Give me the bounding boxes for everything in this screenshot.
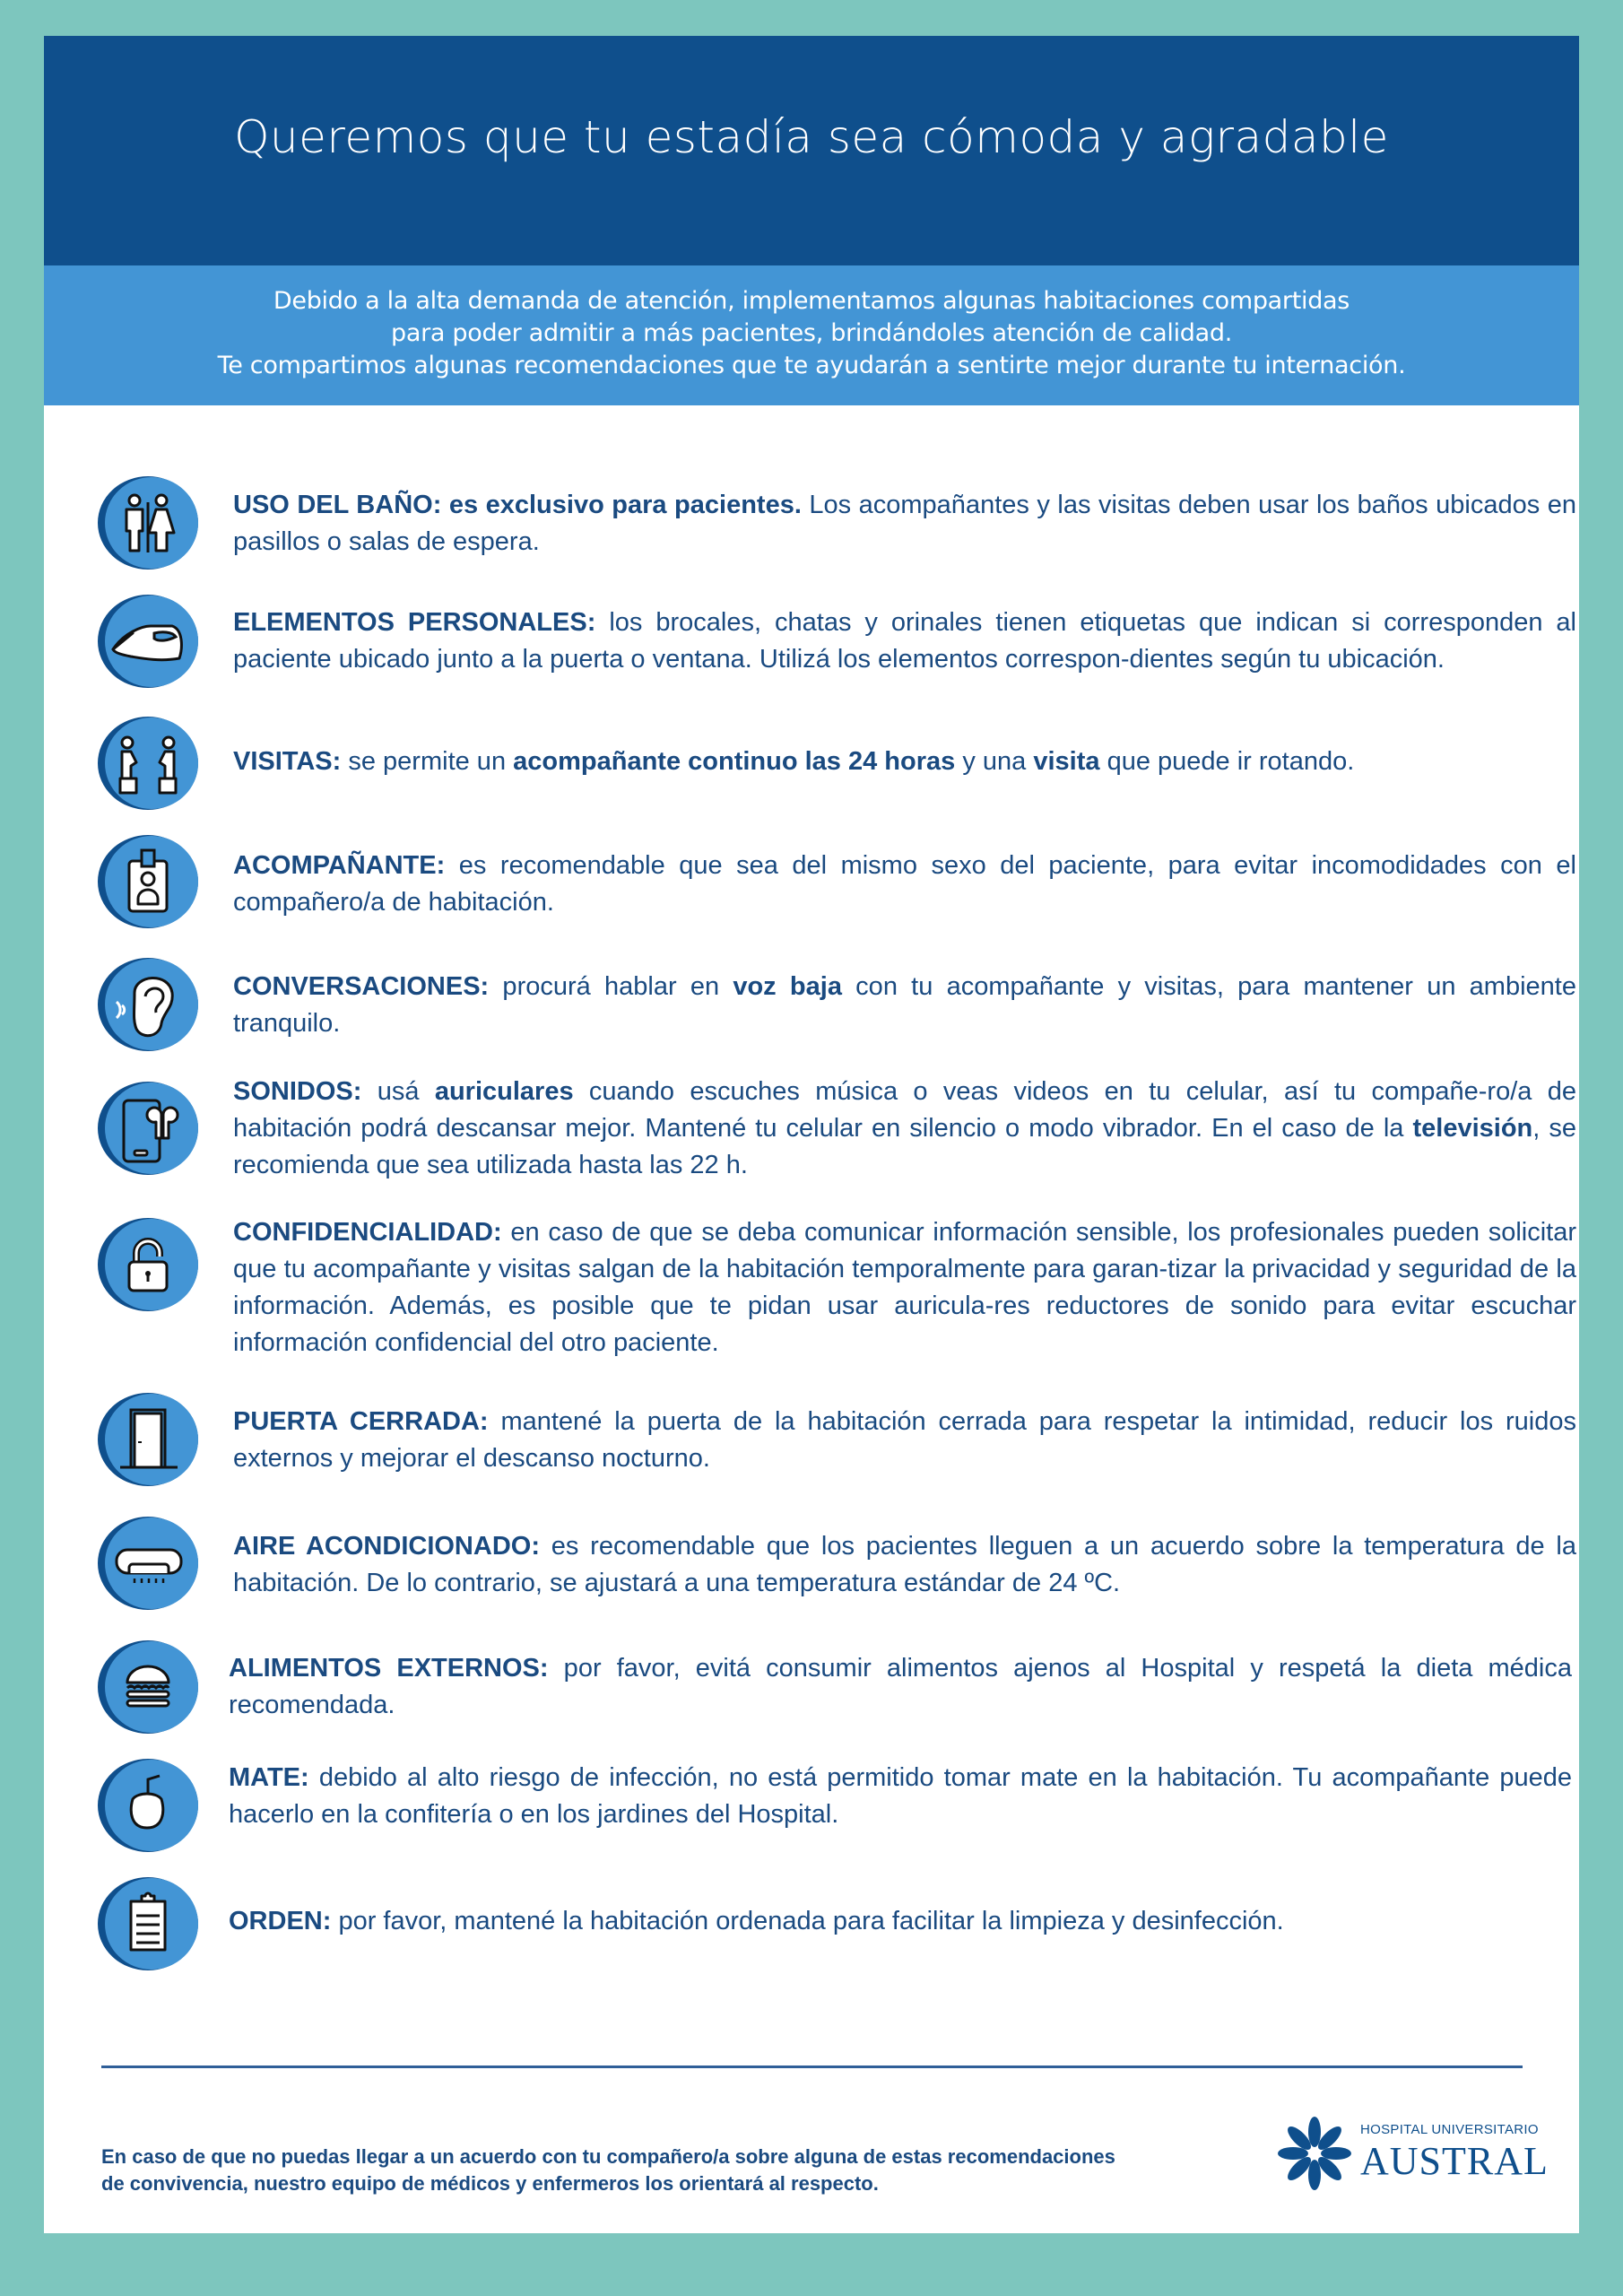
recommendation-text <box>229 1650 1572 1724</box>
emphasis-text: acompañante continuo las 24 horas <box>513 747 956 776</box>
mate-gourd-icon <box>97 1758 199 1853</box>
recommendation-label: PUERTA CERRADA: <box>233 1407 489 1436</box>
intro-line: Debido a la alta demanda de atención, implementamos algunas habitaciones compartidas <box>273 287 1350 315</box>
recommendation-label: MATE: <box>229 1763 309 1792</box>
emphasis-text: televisión <box>1412 1114 1533 1143</box>
recommendation-label: USO DEL BAÑO: <box>233 491 442 519</box>
ear-icon <box>97 957 199 1052</box>
phone-earbuds-icon <box>97 1081 199 1176</box>
restroom-icon <box>97 475 199 570</box>
body-text: usá <box>361 1077 435 1106</box>
recommendation-text <box>233 1074 1576 1184</box>
footer-note-line: En caso de que no puedas llegar a un acuerdo con tu compañero/a sobre alguna de estas recomendaciones <box>101 2145 1115 2168</box>
flower-logo-icon <box>1274 2113 1355 2194</box>
logo-name: AUSTRAL <box>1360 2139 1549 2183</box>
body-text: es recomendable que sea del mismo sexo del paciente, para evitar incomodidades con el compañero/a de habitación. <box>233 851 1576 917</box>
footer-note-line: de convivencia, nuestro equipo de médicos y enfermeros los orientará al respecto. <box>101 2172 879 2195</box>
padlock-icon <box>97 1217 199 1312</box>
body-text: debido al alto riesgo de infección, no está permitido tomar mate en la habitación. Tu acompañante puede hacerlo en la confitería o en los jardines del Hospital. <box>229 1763 1572 1829</box>
hospital-logo <box>1274 2109 1549 2199</box>
recommendation-text <box>233 1404 1576 1477</box>
intro-line: para poder admitir a más pacientes, brindándoles atención de calidad. <box>391 319 1232 347</box>
recommendation-text <box>233 1528 1576 1602</box>
recommendation-text <box>233 1214 1576 1361</box>
logo-subtitle: HOSPITAL UNIVERSITARIO <box>1360 2122 1539 2137</box>
header-banner <box>44 36 1579 265</box>
body-text: que puede ir rotando. <box>1099 747 1355 776</box>
body-text: en caso de que se deba comunicar información sensible, los profesionales pueden solicitar que tu acompañante y visitas salgan de la habitación temporalmente para garan-tizar la privacidad y seguridad de la información. Además, es posible que te pidan usar auricula-res reductores de sonido para evitar escuchar información confidencial del otro paciente. <box>233 1218 1576 1357</box>
recommendation-label: ALIMENTOS EXTERNOS: <box>229 1654 549 1683</box>
footer-divider <box>101 2066 1523 2068</box>
urinal-icon <box>97 594 199 689</box>
body-text: por favor, evitá consumir alimentos ajenos al Hospital y respetá la dieta médica recomendada. <box>229 1654 1572 1719</box>
body-text: se permite un <box>341 747 514 776</box>
recommendation-label: CONFIDENCIALIDAD: <box>233 1218 502 1247</box>
id-badge-icon <box>97 834 199 929</box>
body-text: los brocales, chatas y orinales tienen etiquetas que indican si corresponden al paciente ubicado junto a la puerta o ventana. Utilizá los elementos correspon-dientes según tu ubicación. <box>233 608 1577 674</box>
intro-banner <box>44 265 1579 405</box>
recommendation-text <box>229 1760 1572 1833</box>
recommendation-text <box>233 969 1576 1042</box>
body-text: mantené la puerta de la habitación cerrada para respetar la intimidad, reducir los ruidos externos y mejorar el descanso nocturno. <box>233 1407 1576 1473</box>
footer-note <box>101 2144 1357 2197</box>
recommendation-label: SONIDOS: <box>233 1077 362 1106</box>
air-conditioner-icon <box>97 1516 199 1611</box>
burger-icon <box>97 1639 199 1735</box>
recommendation-label: VISITAS: <box>233 747 342 776</box>
recommendation-text <box>233 848 1576 921</box>
body-text: Los acompañantes y las visitas deben usar los baños ubicados en pasillos o salas de espera. <box>233 491 1576 556</box>
emphasis-text: voz baja <box>733 972 842 1001</box>
clipboard-icon <box>97 1876 199 1971</box>
recommendation-text <box>233 744 1576 780</box>
recommendation-text <box>233 487 1576 561</box>
visitors-seated-icon <box>97 716 199 811</box>
body-text: , se recomienda que sea utilizada hasta las 22 h. <box>233 1114 1577 1179</box>
recommendation-label: CONVERSACIONES: <box>233 972 490 1001</box>
door-icon <box>97 1392 199 1487</box>
recommendation-label: ORDEN: <box>229 1907 332 1935</box>
recommendation-text <box>233 604 1576 678</box>
body-text: y una <box>955 747 1034 776</box>
emphasis-text: auriculares <box>434 1077 574 1106</box>
body-text: por favor, mantené la habitación ordenada para facilitar la limpieza y desinfección. <box>331 1907 1284 1935</box>
page-title: Queremos que tu estadía sea cómoda y agradable <box>234 111 1389 163</box>
body-text: con tu acompañante y visitas, para mantener un ambiente tranquilo. <box>233 972 1576 1038</box>
recommendation-label: AIRE ACONDICIONADO: <box>233 1532 540 1561</box>
intro-line: Te compartimos algunas recomendaciones que te ayudarán a sentirte mejor durante tu internación. <box>217 352 1406 379</box>
body-text: es recomendable que los pacientes lleguen a un acuerdo sobre la temperatura de la habitación. De lo contrario, se ajustará a una temperatura estándar de 24 ºC. <box>233 1532 1576 1597</box>
emphasis-text: es exclusivo para pacientes. <box>441 491 802 519</box>
body-text: cuando escuches música o veas videos en tu celular, así tu compañe-ro/a de habitación podrá descansar mejor. Mantené tu celular en silencio o modo vibrador. En el caso de la <box>233 1077 1576 1143</box>
recommendation-text <box>229 1903 1572 1940</box>
body-text: procurá hablar en <box>489 972 733 1001</box>
recommendation-label: ACOMPAÑANTE: <box>233 851 446 880</box>
flyer-card <box>44 36 1579 2233</box>
emphasis-text: visita <box>1033 747 1100 776</box>
recommendation-label: ELEMENTOS PERSONALES: <box>233 608 596 637</box>
